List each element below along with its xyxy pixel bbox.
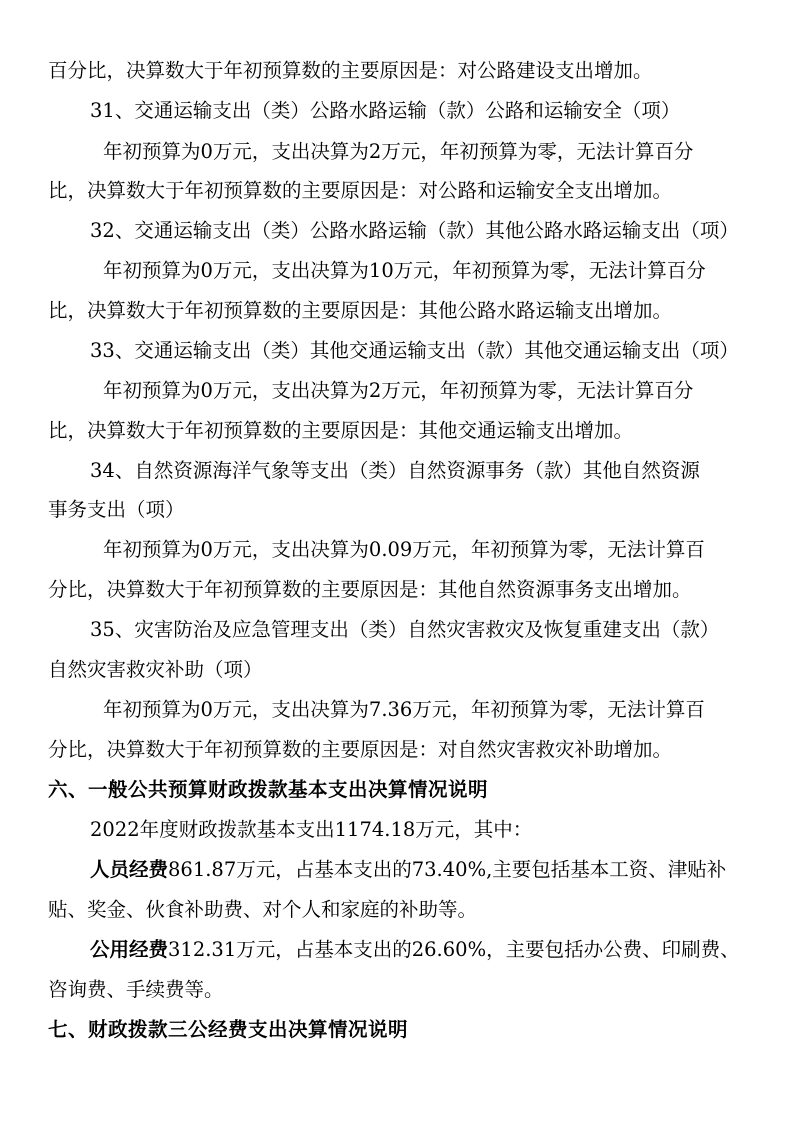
- line-text: 年初预算为0万元，支出决算为2万元，年初预算为零，无法计算百分: [103, 379, 694, 402]
- line-text: 分比，决算数大于年初预算数的主要原因是：其他自然资源事务支出增加。: [48, 578, 692, 601]
- heading-text: 六、一般公共预算财政拨款基本支出决算情况说明: [48, 778, 489, 801]
- line-text: 年初预算为0万元，支出决算为10万元，年初预算为零，无法计算百分: [103, 259, 706, 282]
- line-text: 事务支出（项）: [48, 498, 185, 521]
- line-text: 34、自然资源海洋气象等支出（类）自然资源事务（款）其他自然资源: [90, 459, 700, 482]
- line-text: 2022年度财政拨款基本支出1174.18万元，其中：: [90, 818, 533, 841]
- line-text: 35、灾害防治及应急管理支出（类）自然灾害救灾及恢复重建支出（款）: [90, 618, 720, 641]
- line-text: 比，决算数大于年初预算数的主要原因是：其他公路水路运输支出增加。: [48, 299, 673, 322]
- personnel-expense-label: 人员经费: [90, 858, 169, 881]
- line-text: 咨询费、手续费等。: [48, 978, 224, 1001]
- line-text: 年初预算为0万元，支出决算为0.09万元，年初预算为零，无法计算百: [103, 538, 705, 561]
- line-text: 比，决算数大于年初预算数的主要原因是：对公路和运输安全支出增加。: [48, 179, 673, 202]
- line-text: 百分比，决算数大于年初预算数的主要原因是：对公路建设支出增加。: [48, 59, 653, 82]
- line-text: 31、交通运输支出（类）公路水路运输（款）公路和运输安全（项）: [90, 99, 681, 122]
- line-text: 年初预算为0万元，支出决算为2万元，年初预算为零，无法计算百分: [103, 140, 694, 163]
- line-text: 分比，决算数大于年初预算数的主要原因是：对自然灾害救灾补助增加。: [48, 738, 673, 761]
- line-text: 比，决算数大于年初预算数的主要原因是：其他交通运输支出增加。: [48, 419, 634, 442]
- line-text: 33、交通运输支出（类）其他交通运输支出（款）其他交通运输支出（项）: [90, 339, 739, 362]
- public-expense-text: 312.31万元，占基本支出的26.60%，主要包括办公费、印刷费、: [168, 938, 740, 961]
- heading-text: 七、财政拨款三公经费支出决算情况说明: [48, 1018, 409, 1041]
- line-text: 自然灾害救灾补助（项）: [48, 658, 263, 681]
- personnel-expense-text: 861.87万元，占基本支出的73.40%,主要包括基本工资、津贴补: [168, 858, 727, 881]
- line-text: 年初预算为0万元，支出决算为7.36万元，年初预算为零，无法计算百: [103, 698, 705, 721]
- line-text: 32、交通运输支出（类）公路水路运输（款）其他公路水路运输支出（项）: [90, 219, 739, 242]
- line-text: 贴、奖金、伙食补助费、对个人和家庭的补助等。: [48, 898, 478, 921]
- public-expense-label: 公用经费: [90, 938, 169, 961]
